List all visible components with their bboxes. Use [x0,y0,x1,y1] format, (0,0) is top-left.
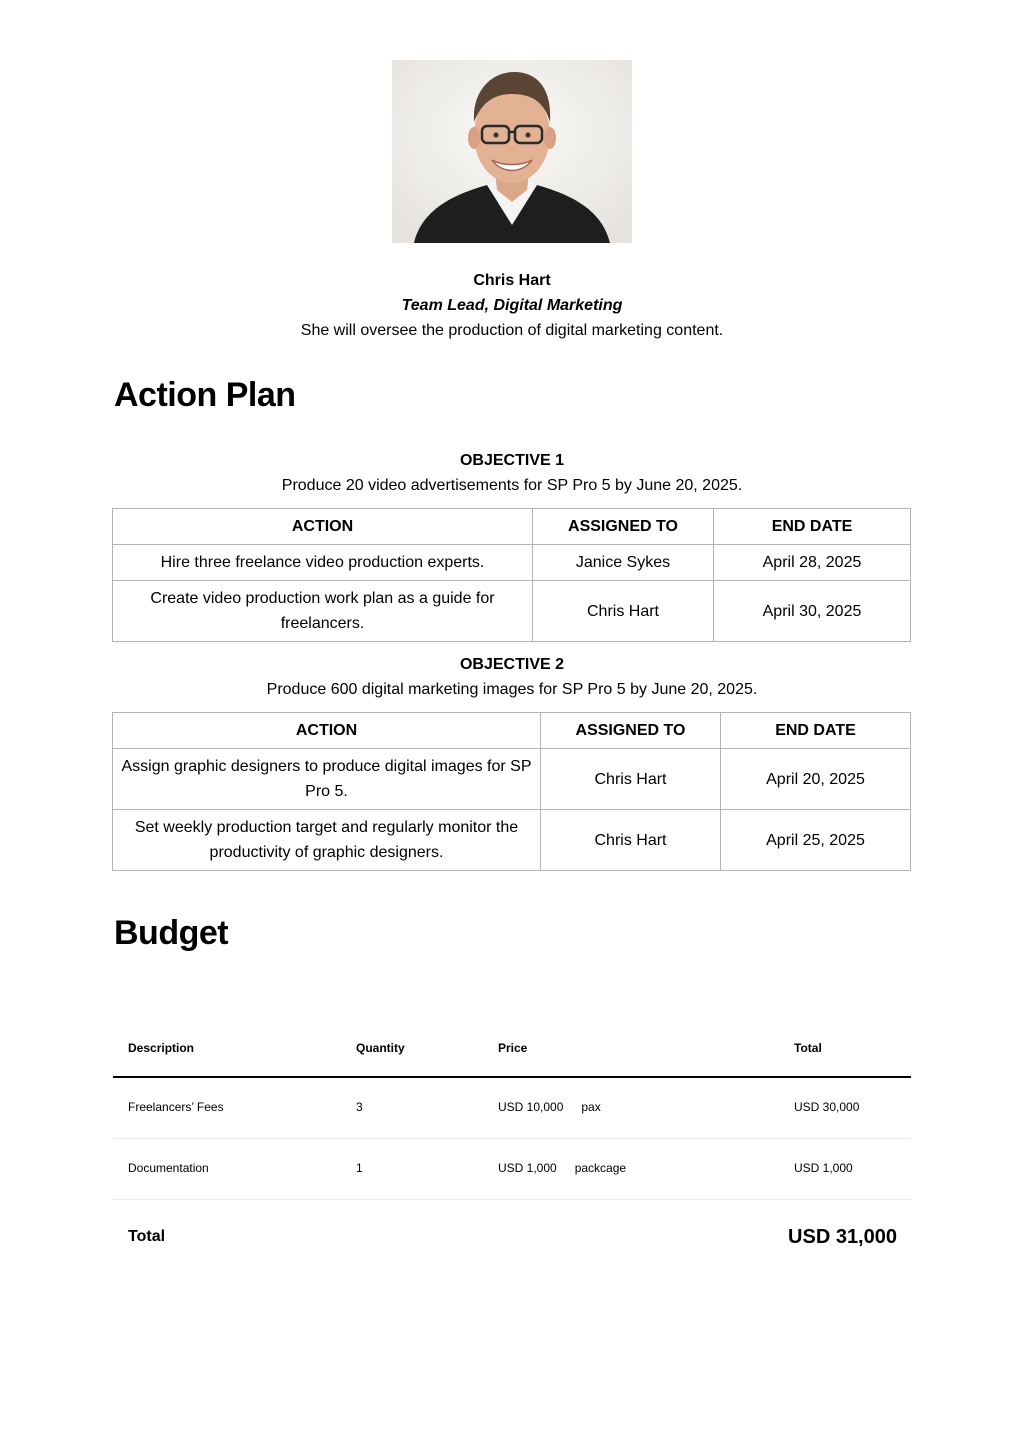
profile-photo [392,60,632,243]
profile-block [112,268,912,343]
action-cell: Create video production work plan as a guide for freelancers. [113,581,533,642]
item-unit: pax [581,1100,601,1114]
grand-total-row [113,1220,911,1260]
objective-2 [112,652,912,702]
action-cell: Assign graphic designers to produce digital images for SP Pro 5. [113,749,541,810]
assigned-to-cell: Chris Hart [541,749,721,810]
item-total: USD 1,000 [794,1161,853,1175]
end-date-cell: April 28, 2025 [714,545,911,581]
item-description: Freelancers’ Fees [128,1100,224,1114]
item-price-value: USD 10,000 [498,1100,564,1114]
header-quantity: Quantity [356,1041,405,1055]
table-row [113,581,911,642]
header-action: ACTION [113,713,541,749]
header-end-date: END DATE [721,713,911,749]
table-row [113,749,911,810]
assigned-to-cell: Janice Sykes [533,545,714,581]
table-header-row [113,713,911,749]
header-assigned-to: ASSIGNED TO [533,509,714,545]
objective-2-table [112,712,911,871]
header-price: Price [498,1041,528,1055]
header-assigned-to: ASSIGNED TO [541,713,721,749]
objective-1 [112,448,912,498]
end-date-cell: April 20, 2025 [721,749,911,810]
item-price [498,1139,626,1197]
budget-row [113,1078,911,1139]
objective-title: OBJECTIVE 2 [459,656,565,673]
grand-total-value: USD 31,000 [788,1226,897,1248]
profile-role: Team Lead, Digital Marketing [401,297,623,314]
action-plan-heading: Action Plan [114,376,296,414]
table-header-row [113,509,911,545]
objective-text: Produce 600 digital marketing images for SP Pro 5 by June 20, 2025. [266,681,758,698]
table-row [113,545,911,581]
assigned-to-cell: Chris Hart [533,581,714,642]
item-price-value: USD 1,000 [498,1161,557,1175]
item-quantity: 3 [356,1100,363,1114]
profile-name: Chris Hart [473,272,551,289]
header-description: Description [128,1041,195,1055]
objective-1-table [112,508,911,642]
grand-total-label: Total [128,1228,166,1245]
objective-text: Produce 20 video advertisements for SP Pro 5 by June 20, 2025. [281,477,743,494]
budget-table [113,1020,911,1200]
budget-heading: Budget [114,914,229,952]
action-cell: Hire three freelance video production experts. [113,545,533,581]
objective-title: OBJECTIVE 1 [459,452,565,469]
table-row [113,810,911,871]
assigned-to-cell: Chris Hart [541,810,721,871]
profile-description: She will oversee the production of digital marketing content. [300,322,724,339]
end-date-cell: April 25, 2025 [721,810,911,871]
item-quantity: 1 [356,1161,363,1175]
header-end-date: END DATE [714,509,911,545]
item-description: Documentation [128,1161,209,1175]
item-unit: packcage [574,1161,627,1175]
item-total: USD 30,000 [794,1100,860,1114]
budget-row [113,1139,911,1200]
item-price [498,1078,601,1136]
budget-header-row [113,1020,911,1078]
action-cell: Set weekly production target and regularly monitor the productivity of graphic designers. [113,810,541,871]
header-action: ACTION [113,509,533,545]
end-date-cell: April 30, 2025 [714,581,911,642]
header-total: Total [794,1041,822,1055]
